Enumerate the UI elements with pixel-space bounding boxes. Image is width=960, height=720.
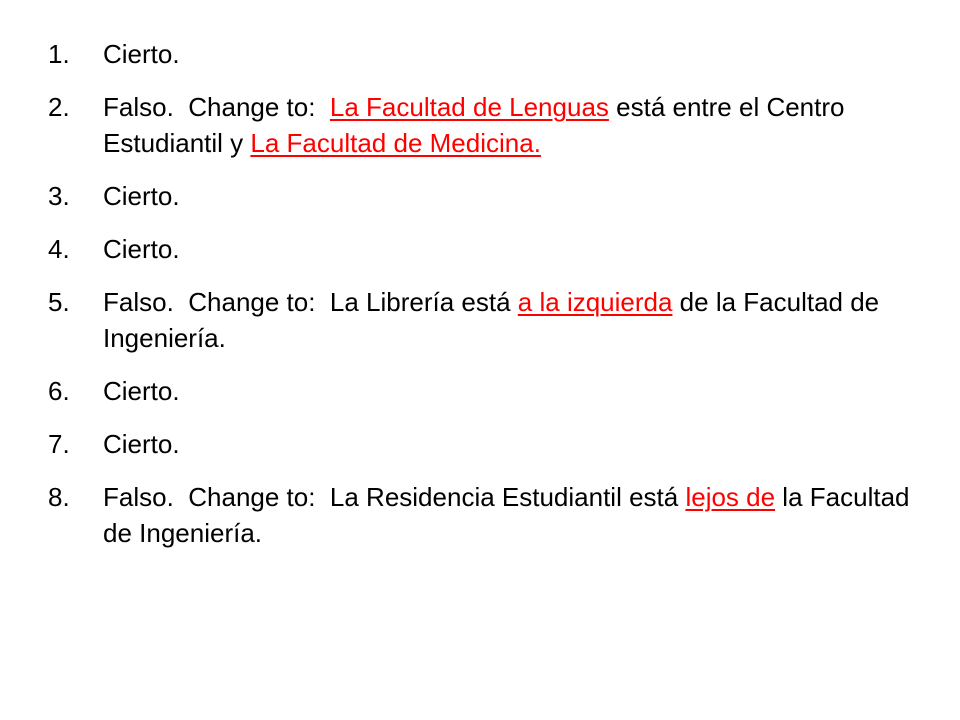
answer-suffix: la Facultad de Ingeniería. [103, 482, 917, 548]
item-number: 3. [48, 181, 70, 211]
answer-prefix: Falso. Change to: La Residencia Estudiantil está [103, 482, 686, 512]
answer-prefix: Falso. Change to: [103, 92, 330, 122]
highlighted-correction: lejos de [685, 482, 776, 512]
item-number: 8. [48, 482, 70, 512]
answer-text: Cierto. [103, 181, 180, 211]
answer-item-8 [48, 479, 928, 551]
answer-item-2 [48, 89, 928, 161]
item-number: 6. [48, 376, 70, 406]
answer-prefix: Falso. Change to: La Librería está [103, 287, 518, 317]
answer-item-7 [48, 426, 928, 462]
item-number: 1. [48, 39, 70, 69]
answer-text: Cierto. [103, 39, 180, 69]
answer-item-3 [48, 178, 928, 214]
answer-item-6 [48, 373, 928, 409]
answer-item-1 [48, 36, 928, 72]
highlighted-correction: La Facultad de Lenguas [329, 92, 609, 122]
answer-item-4 [48, 231, 928, 267]
answer-text: Cierto. [103, 376, 180, 406]
answer-item-5 [48, 284, 928, 356]
highlighted-correction: La Facultad de Medicina. [250, 128, 541, 158]
item-number: 5. [48, 287, 70, 317]
answer-suffix: de la Facultad de Ingeniería. [103, 287, 887, 353]
item-number: 7. [48, 429, 70, 459]
item-number: 2. [48, 92, 70, 122]
answer-middle: está entre el Centro Estudiantil y [103, 92, 852, 158]
item-number: 4. [48, 234, 70, 264]
answer-text: Cierto. [103, 234, 180, 264]
answer-list [48, 36, 928, 568]
highlighted-correction: a la izquierda [517, 287, 673, 317]
answer-text: Cierto. [103, 429, 180, 459]
